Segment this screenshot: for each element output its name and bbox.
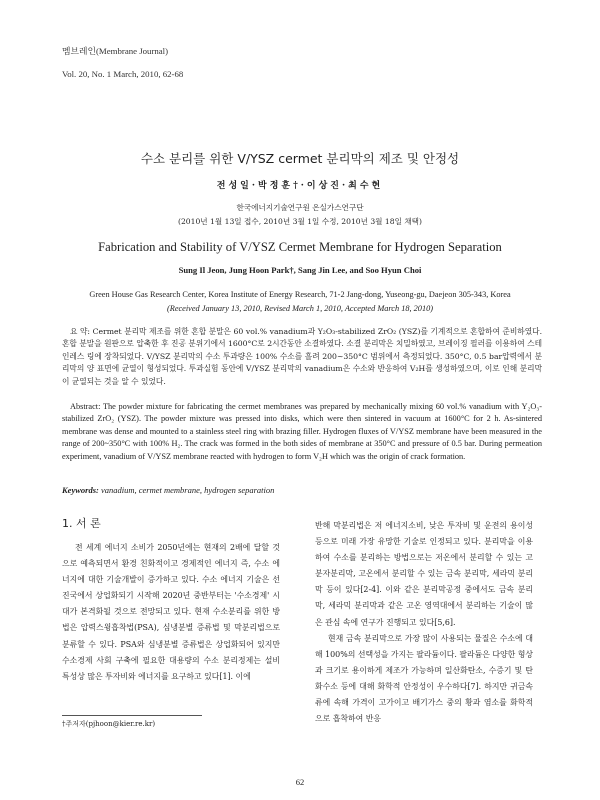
footnote-divider <box>62 715 202 716</box>
keywords-label: Keywords: <box>62 485 99 495</box>
dates-korean: (2010년 1월 13일 접수, 2010년 3월 1일 수정, 2010년 3월 18일 채택) <box>178 217 422 226</box>
title-english: Fabrication and Stability of V/YSZ Cermet Membrane for Hydrogen Separation <box>98 240 502 254</box>
affiliation-english: Green House Gas Research Center, Korea Institute of Energy Research, 71-2 Jang-dong, Yuseong-gu, Daejeon 305-343, Korea <box>89 290 511 299</box>
abstract-english <box>62 401 542 463</box>
abstract-english-text: The powder mixture for fabricating the cermet membranes was prepared by mechanically mixing 60 vol.% vanadium with Y₂O₃-stabilized ZrO₂ (YSZ). The powder mixture was pressed into disks, which were then sintered in vacuum at 1600°C for 2 h. As-sintered membrane was dense and mounted to a stainless steel ring with brazing filler. Hydrogen fluxes of V/YSZ membrane have been measured in the range of 200~350°C with 100% H₂. The crack was formed in the both sides of membrane at 350°C and pressure of 0.5 bar. During permeation experiment, vanadium of V/YSZ membrane reacted with hydrogen to form V₂H which was the origin of crack formation. <box>62 402 542 461</box>
abstract-korean <box>62 326 542 388</box>
dates-english: (Received January 13, 2010, Revised March 1, 2010, Accepted March 18, 2010) <box>166 304 434 313</box>
abstract-korean-label: 요 약: <box>70 327 91 336</box>
section-heading: 1. 서 론 <box>62 517 101 530</box>
keywords-text: vanadium, cermet membrane, hydrogen separation <box>100 485 275 495</box>
abstract-korean-text: Cermet 분리막 제조를 위한 혼합 분말은 60 vol.% vanadium과 Y₂O₃-stabilized ZrO₂ (YSZ)를 기계적으로 혼합하여 준비하였다. 혼합 분말을 원판으로 압축한 후 진공 분위기에서 1600°C로 2시간동안 소결하였다. 소결 분리막은 치밀하였고, 브레이징 필러를 이용하여 스테인레스 링에 장착되었다. V/YSZ 분리막의 수소 투과량은 100% 수소를 흘려 200~350°C 범위에서 측정되었다. 350°C, 0.5 bar압력에서 분리막의 양 표면에 균열이 형성되었다. 투과실험 동안에 V/YSZ 분리막의 vanadium은 수소와 반응하여 V₂H를 생성하였으며, 이로 인해 분리막이 균열되는 것을 알 수 있었다. <box>62 327 543 386</box>
page-number: 62 <box>295 777 305 787</box>
footnote: †주저자(pjhoon@kier.re.kr) <box>62 720 156 728</box>
abstract-english-label: Abstract: <box>70 402 101 411</box>
body-column-left <box>62 540 280 685</box>
affiliation-korean: 한국에너지기술연구원 온실가스연구단 <box>236 203 364 212</box>
paragraph: 반해 막분리법은 저 에너지소비, 낮은 투자비 및 운전의 용이성 등으로 미래 가장 유망한 기술로 인정되고 있다. 분리막을 이용하여 수소를 분리하는 방법으로는 저온에서 분리할 수 있는 고분자분리막, 고온에서 분리할 수 있는 금속 분리막, 세라믹 분리막 등이 있다[2-4]. 이와 같은 분리막공정 중에서도 금속 분리막, 세라믹 분리막과 같은 고온 영역대에서 분리하는 기술이 많은 관심 속에 연구가 진행되고 있다[5,6]. <box>315 521 533 627</box>
paragraph: 전 세계 에너지 소비가 2050년에는 현재의 2배에 달할 것으로 예측되면서 환경 친화적이고 경제적인 에너지 즉, 수소 에너지에 대한 기술개발이 증가하고 있다. 수소 에너지 기술은 선진국에서 상업화되기 시작해 2020년 중반부터는 '수소경제' 시대가 본격화될 것으로 전망되고 있다. 현재 수소분리를 위한 방법은 압력스윙흡착법(PSA), 심냉분별 증류법 및 막분리법으로 분류할 수 있다. PSA와 심냉분별 증류법은 상업화되어 있지만 수소경제 사회 구축에 필요한 대용량의 수소 분리정제는 설비 특성상 많은 투자비와 에너지를 요구하고 있다[1]. 이에 <box>62 543 280 681</box>
keywords <box>62 485 274 495</box>
title-korean: 수소 분리를 위한 V/YSZ cermet 분리막의 제조 및 안정성 <box>140 151 460 166</box>
authors-korean: 전성일·박정훈†·이상진·최수현 <box>216 181 384 191</box>
authors-english: Sung Il Jeon, Jung Hoon Park†, Sang Jin Lee, and Soo Hyun Choi <box>178 265 422 275</box>
journal-name: 멤브레인(Membrane Journal) <box>62 46 169 56</box>
volume-line: Vol. 20, No. 1 March, 2010, 62-68 <box>62 69 184 79</box>
body-column-right <box>315 518 533 727</box>
paragraph: 현재 금속 분리막으로 가장 많이 사용되는 물질은 수소에 대해 100%의 선택성을 가지는 팔라듐이다. 팔라듐은 다양한 형상과 크기로 용이하게 제조가 가능하며 일산화탄소, 수증기 및 탄화수소 등에 대해 화학적 안정성이 우수하다[7]. 하지만 귀금속류에 속해 가격이 고가이고 배기가스 중의 황과 염소를 화학적으로 흡착하여 반응 <box>315 633 533 724</box>
